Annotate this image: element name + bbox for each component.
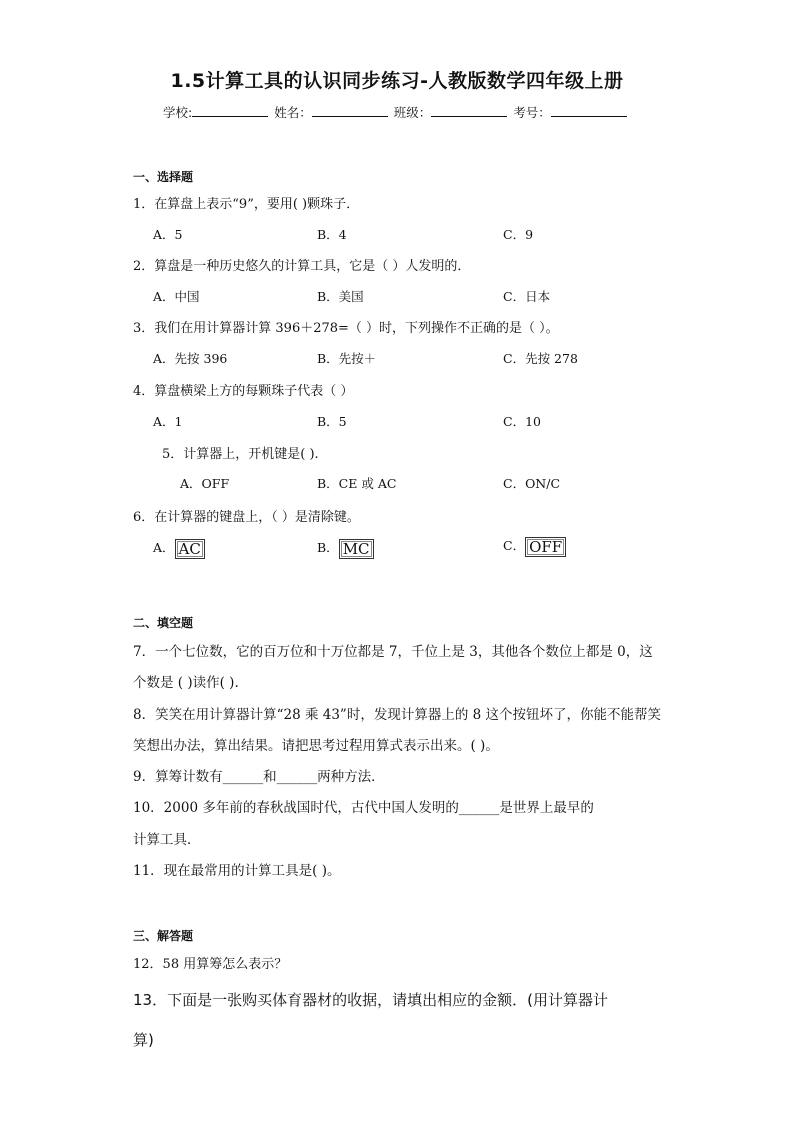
q5-option-c: C．ON/C xyxy=(503,476,561,491)
q3-option-c: C．先按 278 xyxy=(503,351,578,366)
question-7-line2: 个数是 ( )读作( ). xyxy=(133,675,239,691)
class-label: 班级： xyxy=(393,105,432,120)
q2-option-c: C．日本 xyxy=(503,289,551,304)
question-9: 9．算筹计数有______和______两种方法． xyxy=(133,769,385,785)
q5-option-a: A．OFF xyxy=(180,476,230,491)
q6-option-a xyxy=(153,538,205,559)
q4-option-a: A．1 xyxy=(153,414,183,429)
q4-option-b: B．5 xyxy=(317,414,347,429)
exam-no-label: 考号： xyxy=(513,105,551,120)
q4-option-c: C．10 xyxy=(503,414,541,429)
question-12: 12．58 用算筹怎么表示？ xyxy=(133,957,288,972)
q1-option-b: B．4 xyxy=(317,227,347,242)
q6-option-b-label: B． xyxy=(317,540,339,555)
question-6: 6．在计算器的键盘上，（ ）是清除键。 xyxy=(133,510,360,525)
question-5: 5．计算器上，开机键是( ). xyxy=(162,447,319,462)
student-info-line xyxy=(163,103,629,121)
school-label: 学校: xyxy=(163,105,193,120)
page-title: 1.5计算工具的认识同步练习-人教版数学四年级上册 xyxy=(170,70,624,92)
q3-option-b: B．先按＋ xyxy=(317,351,377,366)
question-10-line1: 10．2000 多年前的春秋战国时代，古代中国人发明的______是世界上最早的 xyxy=(133,800,594,816)
q2-option-b: B．美国 xyxy=(317,289,364,304)
name-blank xyxy=(312,104,388,117)
question-8-line1: 8．笑笑在用计算器计算“28 乘 43”时，发现计算器上的 8 这个按钮坏了，你能不能帮笑 xyxy=(133,707,662,723)
class-blank xyxy=(431,104,507,117)
q1-option-a: A．5 xyxy=(153,227,183,242)
q1-option-c: C．9 xyxy=(503,227,534,242)
question-10-line2: 计算工具． xyxy=(133,832,201,848)
q6-option-c xyxy=(503,536,566,557)
question-11: 11．现在最常用的计算工具是( )。 xyxy=(133,863,341,879)
question-2: 2．算盘是一种历史悠久的计算工具，它是（ ）人发明的． xyxy=(133,259,471,274)
section-heading-choice: 一、选择题 xyxy=(133,170,194,184)
question-7-line1: 7．一个七位数，它的百万位和十万位都是 7，千位上是 3，其他各个数位上都是 0，这 xyxy=(133,644,653,660)
q6-option-c-label: C． xyxy=(503,538,526,553)
q2-option-a: A．中国 xyxy=(153,289,200,304)
ac-key-image: AC xyxy=(175,539,205,559)
question-4: 4．算盘横梁上方的每颗珠子代表（ ） xyxy=(133,384,354,399)
question-3: 3．我们在用计算器计算 396＋278=（ ）时，下列操作不正确的是（ ）。 xyxy=(133,321,559,336)
school-blank xyxy=(192,104,268,117)
question-13-line2: 算) xyxy=(133,1031,154,1049)
exam-no-blank xyxy=(551,104,627,117)
q6-option-b xyxy=(317,538,374,559)
question-8-line2: 笑想出办法，算出结果。请把思考过程用算式表示出来。( )。 xyxy=(133,738,499,754)
section-heading-fill: 二、填空题 xyxy=(133,616,194,630)
mc-key-image: MC xyxy=(339,539,374,559)
name-label: 姓名： xyxy=(274,105,312,120)
q3-option-a: A．先按 396 xyxy=(153,351,228,366)
section-heading-answer: 三、解答题 xyxy=(133,929,194,943)
question-13-line1: 13．下面是一张购买体育器材的收据，请填出相应的金额．(用计算器计 xyxy=(133,991,608,1009)
off-key-image: OFF xyxy=(525,537,566,557)
question-1: 1．在算盘上表示“9”，要用( )颗珠子． xyxy=(133,197,360,212)
q6-option-a-label: A． xyxy=(153,540,175,555)
q5-option-b: B．CE 或 AC xyxy=(317,476,397,491)
